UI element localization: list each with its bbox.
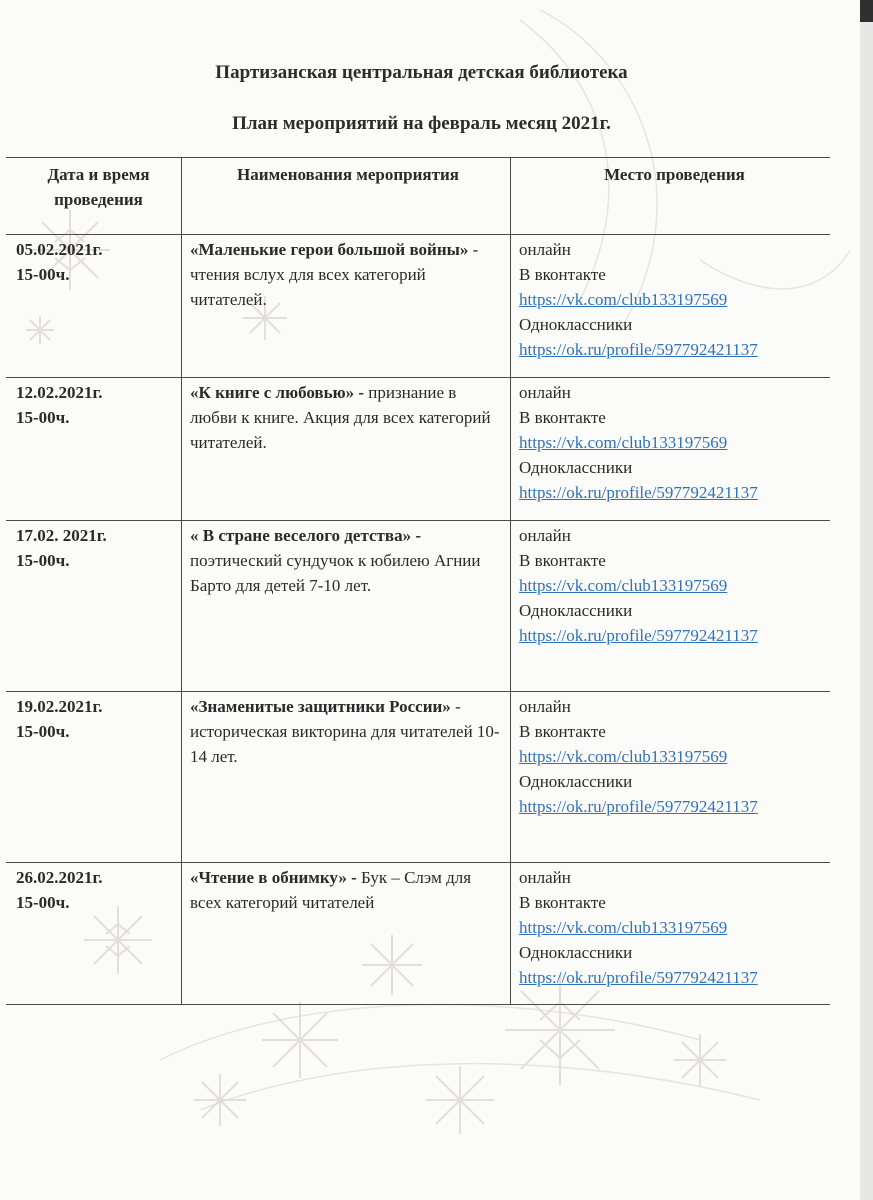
event-cell (182, 378, 511, 521)
event-title: « В стране веселого детства» - (190, 526, 421, 545)
vk-link[interactable]: https://vk.com/club133197569 (519, 576, 728, 595)
ok-label: Одноклассники (519, 601, 633, 620)
event-description: Бук – Слэм для всех категорий читателей (190, 868, 472, 912)
column-header-date: Дата и время проведения (6, 158, 182, 235)
table-header-row (6, 158, 830, 235)
event-title: «К книге с любовью» - (190, 383, 365, 402)
event-cell (182, 521, 511, 692)
event-cell (182, 235, 511, 378)
ok-link[interactable]: https://ok.ru/profile/597792421137 (519, 626, 758, 645)
place-cell (511, 692, 831, 863)
event-description: поэтический сундучок к юбилею Агнии Барто для детей 7-10 лет. (190, 551, 481, 595)
event-description: - историческая викторина для читателей 10-14 лет. (190, 697, 500, 766)
event-title: «Знаменитые защитники России» (190, 697, 451, 716)
vk-label: В вконтакте (519, 265, 606, 284)
table-row (6, 863, 830, 1005)
table-row (6, 378, 830, 521)
event-time: 15-00ч. (16, 722, 70, 741)
event-cell (182, 692, 511, 863)
venue-label: онлайн (519, 526, 571, 545)
page-edge (860, 0, 873, 1200)
vk-label: В вконтакте (519, 408, 606, 427)
event-date: 12.02.2021г. (16, 383, 103, 402)
vk-link[interactable]: https://vk.com/club133197569 (519, 290, 728, 309)
date-cell (6, 521, 182, 692)
event-description: - чтения вслух для всех категорий читателей. (190, 240, 479, 309)
ok-label: Одноклассники (519, 315, 633, 334)
column-header-event: Наименования мероприятия (182, 158, 511, 235)
event-date: 19.02.2021г. (16, 697, 103, 716)
event-description: признание в любви к книге. Акция для всех категорий читателей. (190, 383, 491, 452)
ok-link[interactable]: https://ok.ru/profile/597792421137 (519, 340, 758, 359)
plan-title: План мероприятий на февраль месяц 2021г. (232, 113, 611, 134)
event-time: 15-00ч. (16, 551, 70, 570)
date-cell (6, 692, 182, 863)
ok-link[interactable]: https://ok.ru/profile/597792421137 (519, 797, 758, 816)
event-cell (182, 863, 511, 1005)
scan-corner (860, 0, 873, 22)
ok-label: Одноклассники (519, 943, 633, 962)
column-header-place: Место проведения (511, 158, 831, 235)
vk-link[interactable]: https://vk.com/club133197569 (519, 433, 728, 452)
place-cell (511, 863, 831, 1005)
ok-link[interactable]: https://ok.ru/profile/597792421137 (519, 968, 758, 987)
event-title: «Маленькие герои большой войны» (190, 240, 469, 259)
place-cell (511, 378, 831, 521)
event-time: 15-00ч. (16, 408, 70, 427)
vk-label: В вконтакте (519, 722, 606, 741)
vk-label: В вконтакте (519, 551, 606, 570)
date-cell (6, 235, 182, 378)
event-date: 05.02.2021г. (16, 240, 103, 259)
ok-label: Одноклассники (519, 458, 633, 477)
table-row (6, 692, 830, 863)
ok-link[interactable]: https://ok.ru/profile/597792421137 (519, 483, 758, 502)
vk-link[interactable]: https://vk.com/club133197569 (519, 747, 728, 766)
events-table (6, 157, 830, 1005)
table-row (6, 235, 830, 378)
table-row (6, 521, 830, 692)
place-cell (511, 521, 831, 692)
venue-label: онлайн (519, 697, 571, 716)
event-date: 26.02.2021г. (16, 868, 103, 887)
date-cell (6, 378, 182, 521)
library-name: Партизанская центральная детская библиотека (215, 62, 628, 83)
venue-label: онлайн (519, 868, 571, 887)
place-cell (511, 235, 831, 378)
event-time: 15-00ч. (16, 893, 70, 912)
event-title: «Чтение в обнимку» - (190, 868, 357, 887)
venue-label: онлайн (519, 240, 571, 259)
venue-label: онлайн (519, 383, 571, 402)
vk-link[interactable]: https://vk.com/club133197569 (519, 918, 728, 937)
event-time: 15-00ч. (16, 265, 70, 284)
date-cell (6, 863, 182, 1005)
vk-label: В вконтакте (519, 893, 606, 912)
ok-label: Одноклассники (519, 772, 633, 791)
event-date: 17.02. 2021г. (16, 526, 107, 545)
